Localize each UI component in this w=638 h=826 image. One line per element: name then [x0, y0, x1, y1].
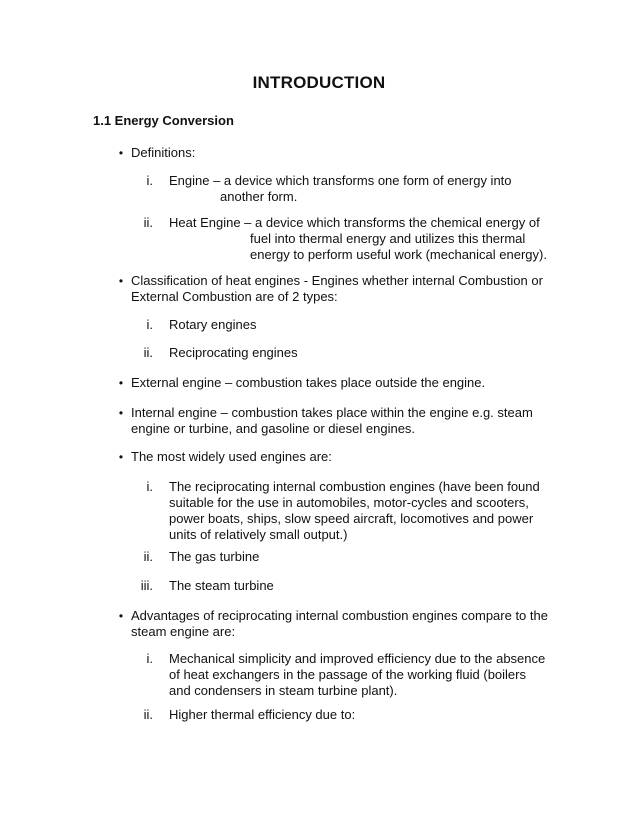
- list-item-reciprocating-engines: Reciprocating engines: [169, 345, 298, 360]
- bullet-glyph: •: [118, 450, 124, 464]
- list-number: i.: [146, 479, 153, 494]
- bullet-glyph: •: [118, 376, 124, 390]
- list-number: ii.: [143, 215, 153, 230]
- list-number: ii.: [143, 549, 153, 564]
- definition-heat-engine-line3: energy to perform useful work (mechanical energy).: [250, 247, 547, 262]
- list-number: i.: [146, 173, 153, 188]
- bullet-glyph: •: [118, 146, 124, 160]
- list-item-steam-turbine: The steam turbine: [169, 578, 274, 593]
- list-item-rotary-engines: Rotary engines: [169, 317, 257, 332]
- list-number: ii.: [143, 707, 153, 722]
- external-engine-text: External engine – combustion takes place outside the engine.: [131, 375, 486, 390]
- section-heading: 1.1 Energy Conversion: [93, 113, 234, 128]
- list-number: ii.: [143, 345, 153, 360]
- bullet-glyph: •: [118, 609, 124, 623]
- definition-heat-engine-line1: Heat Engine – a device which transforms the chemical energy of: [169, 215, 540, 230]
- list-number: i.: [146, 651, 153, 666]
- bullet-glyph: •: [118, 274, 124, 288]
- definition-engine-line2: another form.: [220, 189, 298, 204]
- widely-used-text: The most widely used engines are:: [131, 449, 332, 464]
- list-number: i.: [146, 317, 153, 332]
- classification-text: Classification of heat engines - Engines whether internal Combustion or External Combustion are of 2 types:: [131, 273, 543, 304]
- definition-engine-line1: Engine – a device which transforms one form of energy into: [169, 173, 512, 188]
- page-title: INTRODUCTION: [252, 73, 386, 92]
- bullet-glyph: •: [118, 406, 124, 420]
- list-item-reciprocating-ic-engines: The reciprocating internal combustion engines (have been found suitable for the use in automobiles, motor-cycles and scooters, power boats, ships, slow speed aircraft, locomotives and power units of relatively small output.): [169, 479, 540, 542]
- list-item-mechanical-simplicity: Mechanical simplicity and improved efficiency due to the absence of heat exchangers in the passage of the working fluid (boilers and condensers in steam turbine plant).: [169, 651, 546, 698]
- list-item-higher-thermal-efficiency: Higher thermal efficiency due to:: [169, 707, 356, 722]
- definitions-label: Definitions:: [131, 145, 196, 160]
- list-item-gas-turbine: The gas turbine: [169, 549, 260, 564]
- internal-engine-text: Internal engine – combustion takes place within the engine e.g. steam engine or turbine, and gasoline or diesel engines.: [131, 405, 533, 436]
- list-number: iii.: [140, 578, 153, 593]
- advantages-text: Advantages of reciprocating internal combustion engines compare to the steam engine are:: [131, 608, 548, 639]
- definition-heat-engine-line2: fuel into thermal energy and utilizes this thermal: [250, 231, 526, 246]
